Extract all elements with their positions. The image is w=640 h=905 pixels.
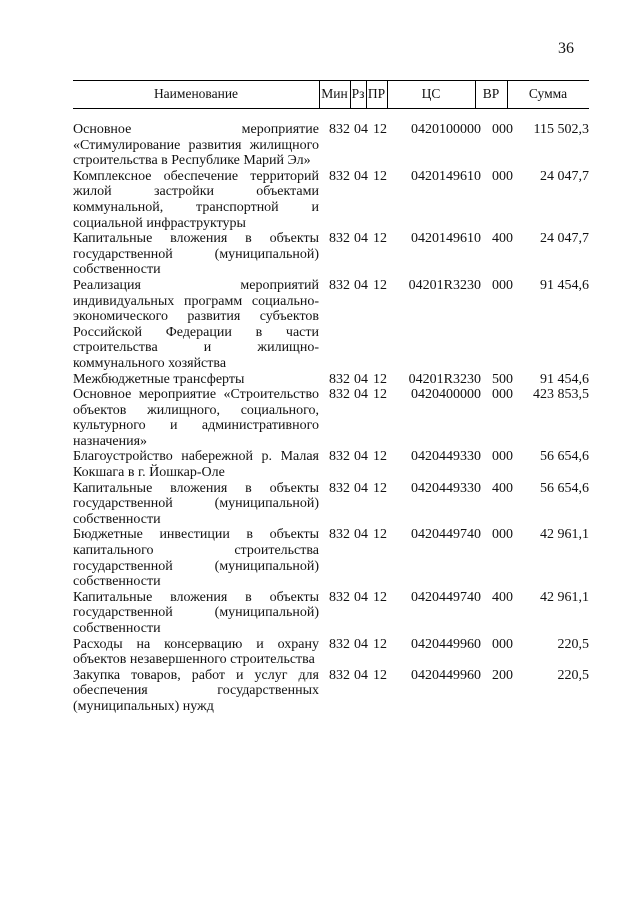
cell-vr: 500 (492, 371, 513, 387)
header-divider (475, 81, 476, 108)
header-divider (350, 81, 351, 108)
header-divider (387, 81, 388, 108)
cell-min: 832 (329, 371, 350, 387)
cell-pr: 12 (373, 636, 387, 652)
cell-name: Реализация мероприятий индивидуальных программ социально-экономического развития субъектов Российской Федерации в части строительства и жилищно-коммунального хозяйства (73, 277, 319, 371)
cell-sum: 56 654,6 (540, 449, 589, 465)
header-pr: ПР (367, 86, 386, 101)
cell-cs: 0420449740 (411, 527, 481, 543)
cell-vr: 000 (492, 636, 513, 652)
cell-name: Закупка товаров, работ и услуг для обеспечения государственных (муниципальных) нужд (73, 667, 319, 714)
cell-vr: 200 (492, 667, 513, 683)
cell-sum: 220,5 (557, 667, 589, 683)
table-row (73, 122, 589, 169)
cell-cs: 0420449330 (411, 449, 481, 465)
header-cs: ЦС (421, 86, 441, 101)
cell-rz: 04 (354, 480, 368, 496)
cell-min: 832 (329, 387, 350, 403)
cell-cs: 0420449960 (411, 636, 481, 652)
cell-cs: 0420449960 (411, 667, 481, 683)
cell-pr: 12 (373, 122, 387, 137)
cell-vr: 400 (492, 589, 513, 605)
table-row (73, 387, 589, 449)
cell-sum: 24 047,7 (540, 231, 589, 247)
cell-vr: 000 (492, 387, 513, 403)
header-name: Наименование (153, 86, 239, 101)
table-row (73, 372, 589, 388)
cell-pr: 12 (373, 168, 387, 184)
cell-rz: 04 (354, 371, 368, 387)
cell-min: 832 (329, 122, 350, 137)
header-vr: ВР (482, 86, 500, 101)
header-rz: Рз (351, 86, 365, 101)
budget-table (73, 80, 589, 715)
header-divider (507, 81, 508, 108)
cell-pr: 12 (373, 277, 387, 293)
cell-sum: 56 654,6 (540, 480, 589, 496)
cell-name: Основное мероприятие «Стимулирование развития жилищного строительства в Республике Марий Эл» (73, 122, 319, 169)
cell-cs: 0420100000 (411, 122, 481, 137)
cell-vr: 400 (492, 231, 513, 247)
cell-name: Расходы на консервацию и охрану объектов незавершенного строительства (73, 636, 319, 668)
cell-name: Комплексное обеспечение территорий жилой застройки объектами коммунальной, транспортной и социальной инфраструктуры (73, 168, 319, 231)
cell-vr: 000 (492, 122, 513, 137)
cell-min: 832 (329, 168, 350, 184)
cell-vr: 000 (492, 277, 513, 293)
cell-name: Капитальные вложения в объекты государственной (муниципальной) собственности (73, 231, 319, 278)
cell-rz: 04 (354, 667, 368, 683)
table-row (73, 590, 589, 637)
cell-name: Капитальные вложения в объекты государственной (муниципальной) собственности (73, 480, 319, 527)
cell-vr: 400 (492, 480, 513, 496)
header-divider (366, 81, 367, 108)
table-row (73, 668, 589, 715)
cell-sum: 91 454,6 (540, 371, 589, 387)
cell-vr: 000 (492, 449, 513, 465)
cell-cs: 0420149610 (411, 231, 481, 247)
page-number: 36 (558, 40, 574, 57)
cell-sum: 42 961,1 (540, 527, 589, 543)
cell-rz: 04 (354, 589, 368, 605)
table-row (73, 637, 589, 668)
cell-sum: 91 454,6 (540, 277, 589, 293)
cell-min: 832 (329, 667, 350, 683)
cell-min: 832 (329, 277, 350, 293)
cell-vr: 000 (492, 527, 513, 543)
cell-name: Межбюджетные трансферты (73, 371, 245, 387)
header-divider (319, 81, 320, 108)
cell-sum: 115 502,3 (533, 122, 589, 137)
cell-sum: 24 047,7 (540, 168, 589, 184)
cell-sum: 423 853,5 (533, 387, 589, 403)
cell-min: 832 (329, 231, 350, 247)
cell-pr: 12 (373, 667, 387, 683)
cell-cs: 04201R3230 (408, 371, 481, 387)
header-sum: Сумма (528, 86, 568, 101)
header-min: Мин (321, 86, 348, 101)
cell-pr: 12 (373, 231, 387, 247)
cell-sum: 220,5 (557, 636, 589, 652)
cell-min: 832 (329, 480, 350, 496)
table-row (73, 169, 589, 231)
cell-cs: 0420400000 (411, 387, 481, 403)
cell-rz: 04 (354, 277, 368, 293)
table-body (73, 122, 589, 715)
table-header (73, 80, 589, 109)
cell-pr: 12 (373, 480, 387, 496)
cell-pr: 12 (373, 371, 387, 387)
cell-cs: 0420149610 (411, 168, 481, 184)
cell-min: 832 (329, 449, 350, 465)
table-row (73, 449, 589, 480)
cell-name: Бюджетные инвестиции в объекты капитального строительства государственной (муниципальной) собственности (73, 527, 319, 590)
cell-rz: 04 (354, 387, 368, 403)
cell-rz: 04 (354, 449, 368, 465)
cell-cs: 04201R3230 (408, 277, 481, 293)
cell-min: 832 (329, 589, 350, 605)
table-row (73, 278, 589, 372)
cell-name: Основное мероприятие «Строительство объектов жилищного, социального, культурного и административного назначения» (73, 387, 319, 449)
cell-sum: 42 961,1 (540, 589, 589, 605)
table-row (73, 527, 589, 589)
cell-cs: 0420449740 (411, 589, 481, 605)
cell-min: 832 (329, 636, 350, 652)
cell-rz: 04 (354, 168, 368, 184)
table-row (73, 231, 589, 278)
cell-min: 832 (329, 527, 350, 543)
cell-rz: 04 (354, 636, 368, 652)
cell-name: Капитальные вложения в объекты государственной (муниципальной) собственности (73, 589, 319, 636)
cell-rz: 04 (354, 122, 368, 137)
cell-pr: 12 (373, 449, 387, 465)
cell-cs: 0420449330 (411, 480, 481, 496)
cell-pr: 12 (373, 387, 387, 403)
cell-rz: 04 (354, 527, 368, 543)
cell-name: Благоустройство набережной р. Малая Кокшага в г. Йошкар-Оле (73, 449, 319, 481)
cell-pr: 12 (373, 527, 387, 543)
table-row (73, 481, 589, 528)
cell-rz: 04 (354, 231, 368, 247)
cell-pr: 12 (373, 589, 387, 605)
cell-vr: 000 (492, 168, 513, 184)
